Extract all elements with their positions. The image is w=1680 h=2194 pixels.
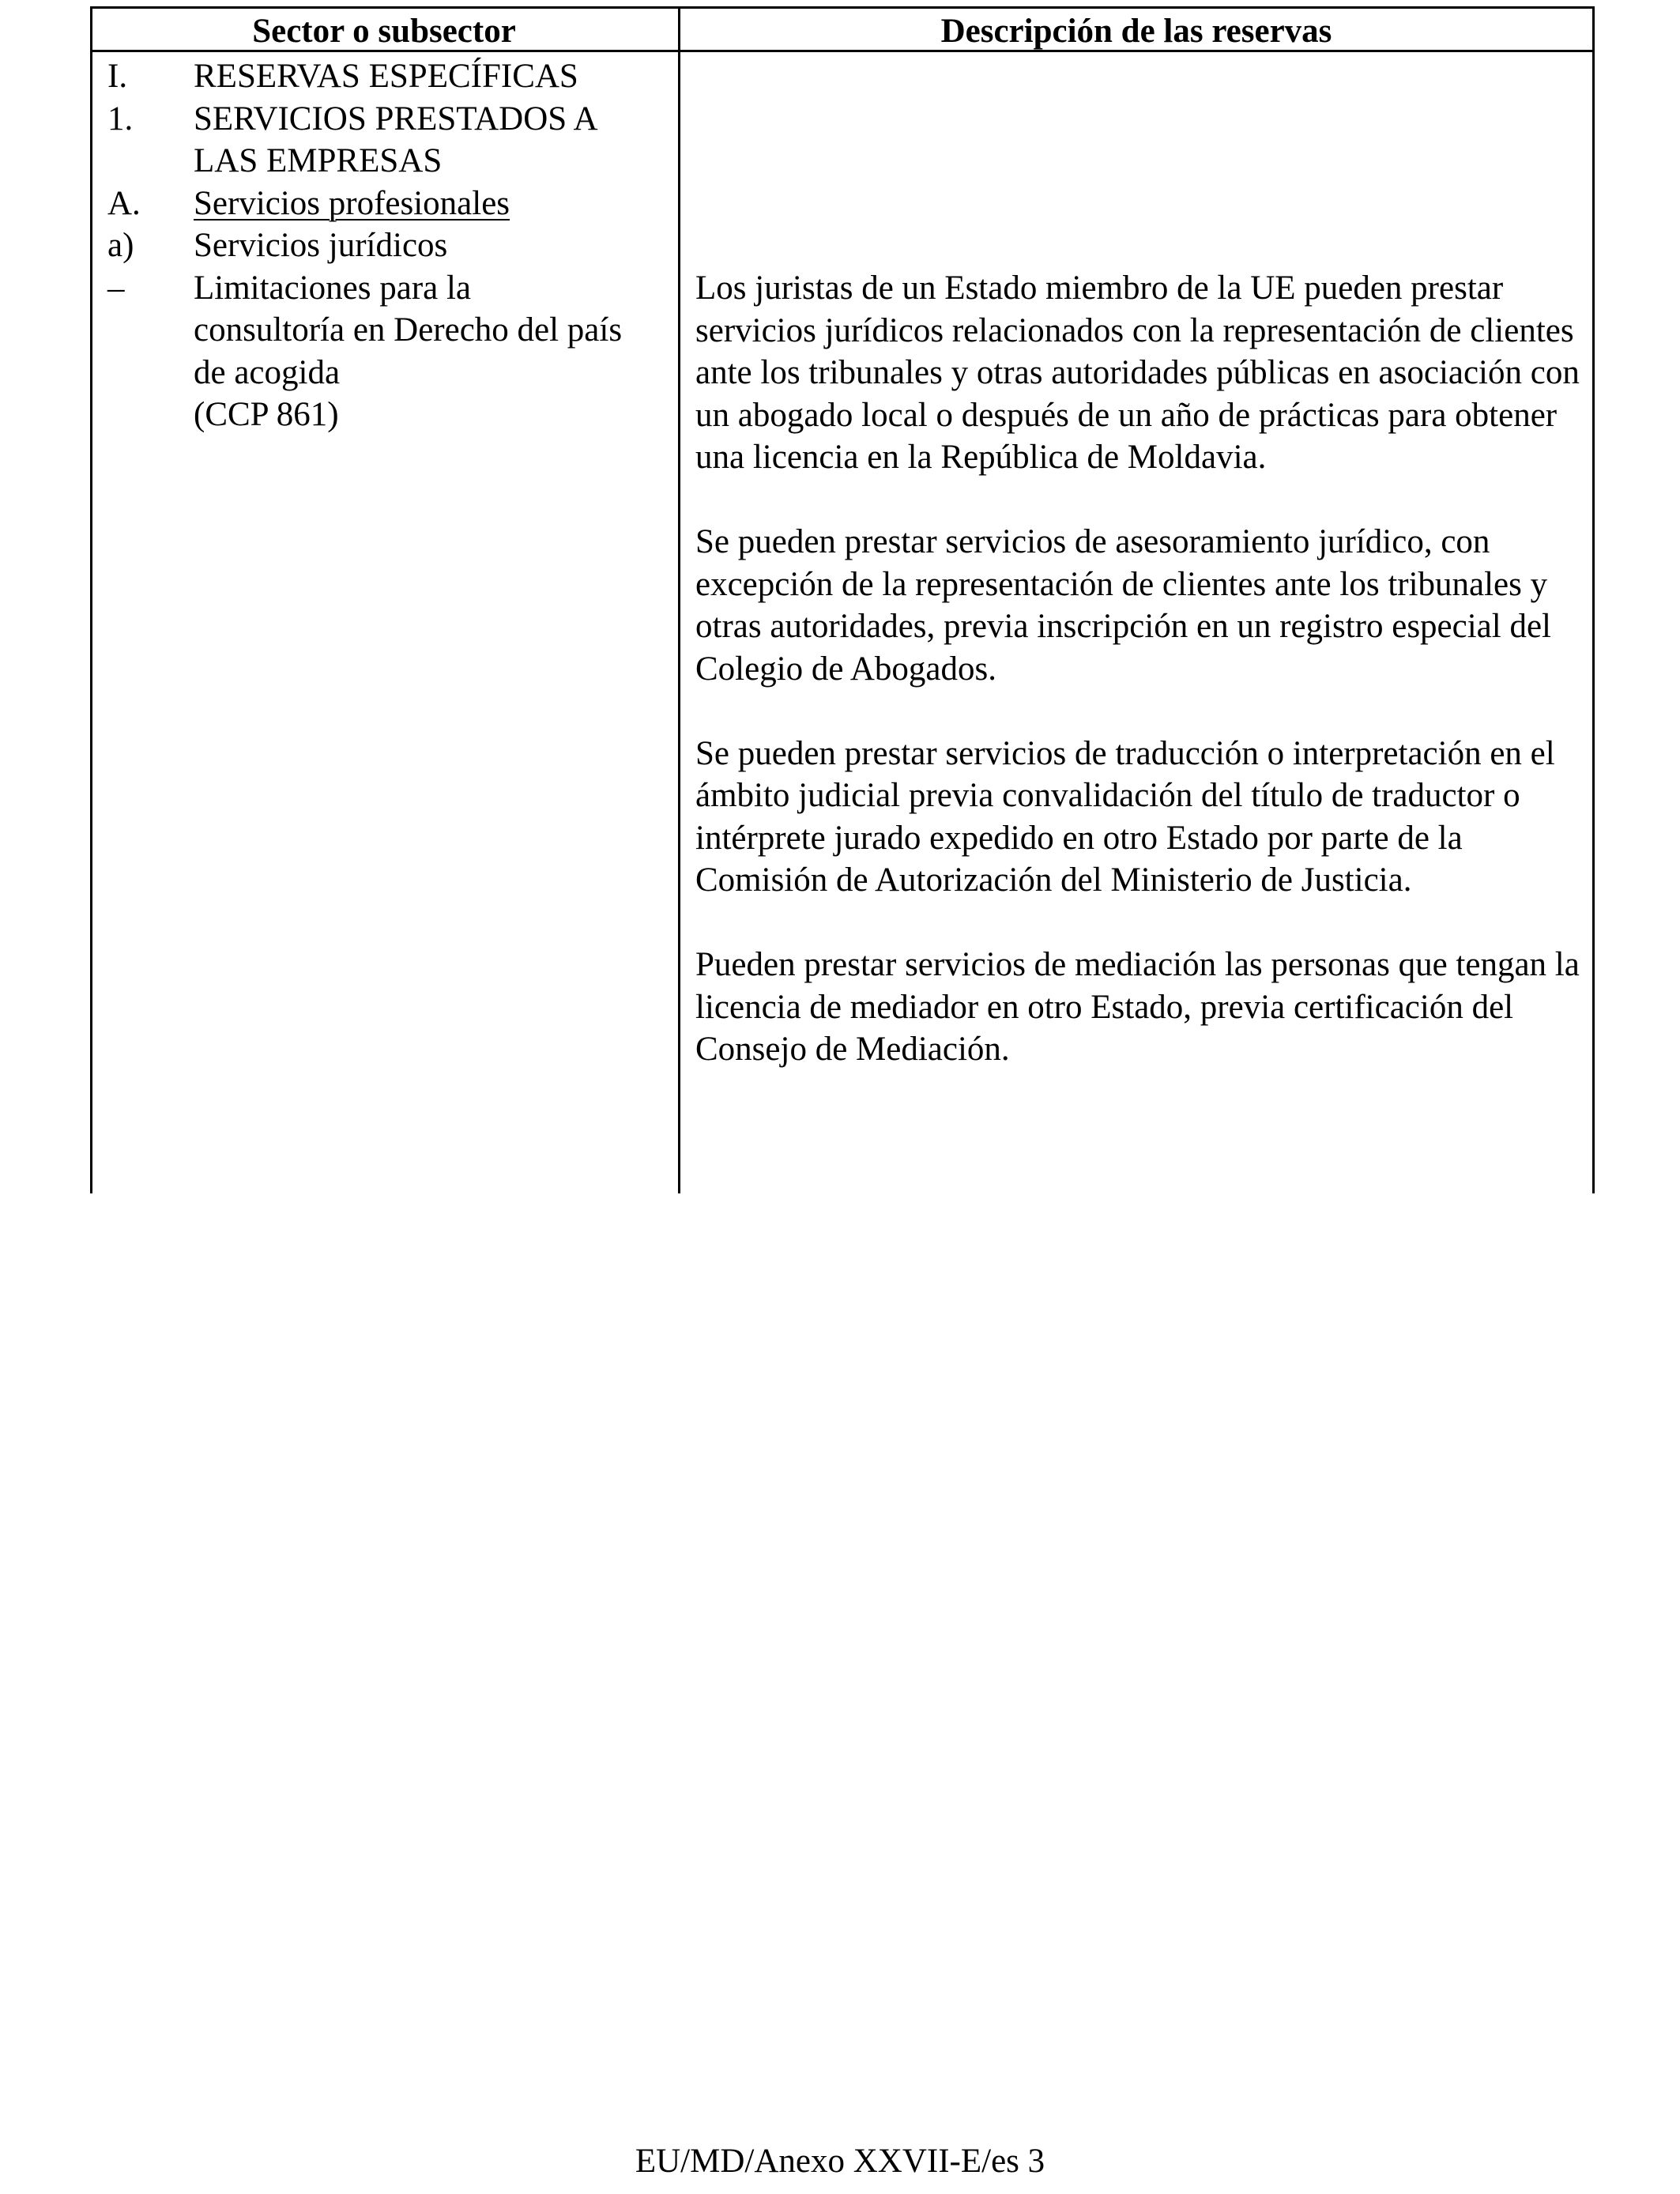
sector-column <box>90 55 676 436</box>
sector-item-text: Servicios jurídicos <box>194 227 448 264</box>
sector-item-text: Servicios profesionales <box>194 184 510 222</box>
sector-item <box>90 309 676 352</box>
sector-item <box>90 55 676 98</box>
sector-item <box>90 352 676 394</box>
table-top-border <box>90 6 1595 9</box>
description-column <box>695 267 1580 1113</box>
sector-item <box>90 394 676 436</box>
reservations-table <box>90 6 1595 1193</box>
column-divider <box>678 6 680 1193</box>
sector-item-text: SERVICIOS PRESTADOS A <box>194 100 598 138</box>
sector-item <box>90 224 676 267</box>
description-paragraph: Los juristas de un Estado miembro de la UE pueden prestar servicios jurídicos relacionados con la representación de clientes ante los tribunales y otras autoridades públicas en asociación con un abogado local o después de un año de prácticas para obtener una licencia en la República de Moldavia. <box>695 270 1580 476</box>
sector-item <box>90 267 676 310</box>
sector-item-marker: I. <box>107 58 128 95</box>
sector-item-text: LAS EMPRESAS <box>194 142 443 179</box>
sector-item-text: Limitaciones para la <box>194 269 472 307</box>
sector-item <box>90 140 676 183</box>
header-sector: Sector o subsector <box>252 13 516 50</box>
sector-item <box>90 183 676 225</box>
sector-item-marker: 1. <box>107 100 134 138</box>
sector-item-text: de acogida <box>194 353 341 391</box>
header-description: Descripción de las reservas <box>940 13 1332 50</box>
sector-item-marker: A. <box>107 184 141 222</box>
sector-item-marker: a) <box>107 227 134 264</box>
table-right-border <box>1592 6 1595 1193</box>
description-paragraph: Pueden prestar servicios de mediación las personas que tengan la licencia de mediador en otro Estado, previa certificación del Consejo de Mediación. <box>695 946 1580 1068</box>
description-paragraph: Se pueden prestar servicios de traducción o interpretación en el ámbito judicial previa convalidación del título de traductor o intérprete jurado expedido en otro Estado por parte de la Comisión de Autorización del Ministerio de Justicia. <box>695 734 1555 899</box>
sector-item-marker: – <box>107 269 125 307</box>
sector-item <box>90 98 676 141</box>
description-paragraph: Se pueden prestar servicios de asesoramiento jurídico, con excepción de la representación de clientes ante los tribunales y otras autoridades, previa inscripción en un registro especial del Colegio de Abogados. <box>695 523 1551 688</box>
sector-item-text: (CCP 861) <box>194 396 339 433</box>
sector-item-text: consultoría en Derecho del país <box>194 311 623 349</box>
page-footer-reference: EU/MD/Anexo XXVII-E/es 3 <box>635 2143 1045 2180</box>
sector-item-text: RESERVAS ESPECÍFICAS <box>194 58 578 95</box>
